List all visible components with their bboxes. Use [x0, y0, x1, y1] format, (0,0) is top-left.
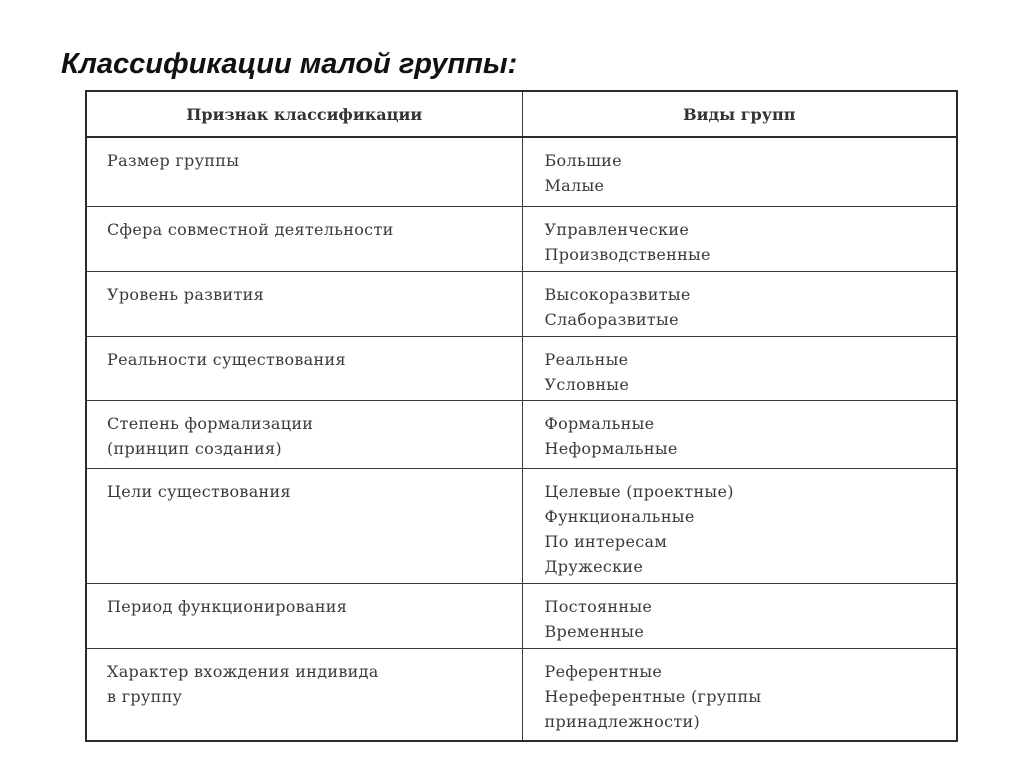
cell-line: Реальные: [544, 349, 629, 369]
cell-line: Производственные: [544, 244, 711, 264]
cell-line: принадлежности): [544, 711, 700, 731]
cell-line: Период функционирования: [107, 596, 348, 616]
table-row: [87, 469, 956, 584]
cell-line: в группу: [107, 686, 183, 706]
header-criterion: Признак классификации: [87, 92, 522, 137]
table-row: [87, 206, 956, 271]
classification-table-image: [85, 90, 958, 742]
cell-line: Неформальные: [544, 439, 678, 459]
cell-line: Размер группы: [107, 151, 240, 170]
table-row: [87, 336, 956, 401]
cell-line: Постоянные: [544, 596, 653, 616]
criterion-cell: [87, 336, 522, 401]
types-cell: [522, 206, 956, 271]
table-row: [87, 583, 956, 648]
types-cell: [522, 401, 956, 469]
cell-line: Целевые (проектные): [544, 482, 734, 502]
cell-line: Нереферентные (группы: [544, 686, 762, 706]
table-header-row: [87, 92, 956, 137]
cell-line: Малые: [544, 176, 605, 195]
table-row: [87, 137, 956, 206]
criterion-cell: [87, 583, 522, 648]
types-cell: [522, 583, 956, 648]
cell-line: Временные: [544, 621, 645, 641]
criterion-cell: [87, 401, 522, 469]
table-row: [87, 401, 956, 469]
cell-line: Цели существования: [107, 482, 291, 502]
criterion-cell: [87, 137, 522, 206]
types-cell: [522, 137, 956, 206]
cell-line: Референтные: [544, 661, 663, 681]
criterion-cell: [87, 206, 522, 271]
cell-line: Формальные: [544, 414, 655, 434]
criterion-cell: [87, 271, 522, 336]
cell-line: По интересам: [544, 532, 668, 552]
cell-line: Высокоразвитые: [544, 284, 691, 304]
cell-line: Степень формализации: [107, 414, 314, 434]
classification-table: [87, 92, 956, 740]
cell-line: Управленческие: [544, 219, 690, 239]
types-cell: [522, 271, 956, 336]
cell-line: Реальности существования: [107, 349, 346, 369]
header-group-types: Виды групп: [522, 92, 956, 137]
cell-line: Дружеские: [544, 557, 644, 577]
slide-title: Классификации малой группы:: [61, 48, 518, 80]
cell-line: Характер вхождения индивида: [107, 661, 379, 681]
table-row: [87, 648, 956, 740]
criterion-cell: [87, 648, 522, 740]
cell-line: Условные: [544, 374, 630, 394]
cell-line: (принцип создания): [107, 439, 282, 459]
criterion-cell: [87, 469, 522, 584]
cell-line: Сфера совместной деятельности: [107, 219, 394, 239]
types-cell: [522, 469, 956, 584]
types-cell: [522, 648, 956, 740]
table-row: [87, 271, 956, 336]
cell-line: Слаборазвитые: [544, 309, 679, 329]
types-cell: [522, 336, 956, 401]
cell-line: Уровень развития: [107, 284, 264, 304]
cell-line: Большие: [544, 151, 622, 170]
cell-line: Функциональные: [544, 507, 695, 527]
